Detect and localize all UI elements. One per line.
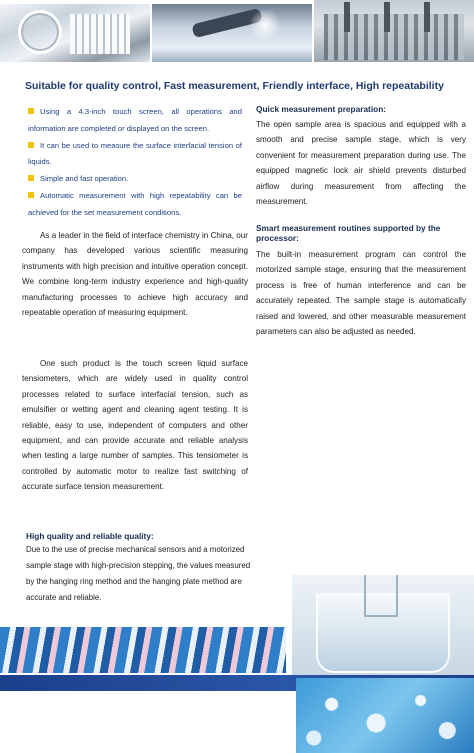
feature-list-box — [8, 98, 248, 216]
smart-routines-heading: Smart measurement routines supported by the processor: — [256, 223, 441, 243]
water-bubbles-photo — [296, 678, 474, 753]
top-photo-strip — [0, 0, 474, 62]
feature-text: Simple and fast operation. — [40, 174, 129, 184]
quick-prep-section — [256, 104, 466, 209]
company-section — [22, 228, 248, 320]
feature-text: Using a 4.3-inch touch screen, all operations and information are completed or displayed on the screen. — [28, 107, 242, 133]
industrial-plant-photo — [314, 0, 474, 62]
company-paragraph: As a leader in the field of interface chemistry in China, our company has developed various scientific measuring instruments with high precision and intuitive operation concept. We combine long-term industry experience and high-quality manufacturing processes to achieve high accuracy and repeatable operation of measuring equipment. — [22, 231, 248, 318]
bullet-square-icon — [28, 142, 34, 148]
bullet-square-icon — [28, 108, 34, 114]
feature-item — [28, 188, 242, 222]
feature-item — [28, 171, 242, 188]
spray-gun-photo — [152, 4, 312, 62]
main-heading: Suitable for quality control, Fast measurement, Friendly interface, High repeatability — [25, 80, 444, 92]
feature-text: It can be used to measure the surface interfacial tension of liquids. — [28, 140, 242, 167]
feature-item — [28, 138, 242, 172]
dishes-photo — [0, 4, 150, 62]
quick-prep-body: The open sample area is spacious and equipped with a smooth and precise sample stage, which is very convenient for measurement preparation during use. The equipped magnetic lock air shield prevents disturbed airflow during measurement from affecting the measurement. — [256, 120, 466, 207]
high-quality-heading: High quality and reliable quality: — [26, 531, 154, 541]
smart-routines-body: The built-in measurement program can control the motorized sample stage, ensuring that the measurement process is free of human interference and can be accurately repeated. The sample stage is automatically raised and lowered, and other measurable measurement parameters can also be adjusted as needed. — [256, 250, 466, 337]
bullet-square-icon — [28, 175, 34, 181]
smart-routines-section — [256, 223, 466, 339]
high-quality-body: Due to the use of precise mechanical sensors and a motorized sample stage with high-precision stepping, the values measured by the hanging ring method and the hanging plate method are accurate and reliable. — [26, 545, 251, 602]
colored-pens-photo — [0, 627, 286, 673]
quick-prep-heading: Quick measurement preparation: — [256, 104, 387, 114]
feature-list — [28, 104, 242, 222]
bullet-square-icon — [28, 192, 34, 198]
tensiometer-photo — [292, 575, 474, 675]
feature-text: Automatic measurement with high repeatability can be achieved for the set measurement conditions. — [28, 190, 242, 217]
product-paragraph: One such product is the touch screen liquid surface tensiometers, which are widely used in quality control processes related to surface interfacial tension, such as emulsifier or wetting agent and cleaning agent testing. It is reliable, easy to use, independent of computers and other equipment, and can provide accurate and reliable analysis when testing a large number of samples. This tensiometer is controlled by automatic motor to realize fast switching of accurate surface tension measurement. — [22, 359, 248, 492]
high-quality-section — [26, 531, 256, 606]
product-section — [22, 356, 248, 495]
feature-item — [28, 104, 242, 138]
